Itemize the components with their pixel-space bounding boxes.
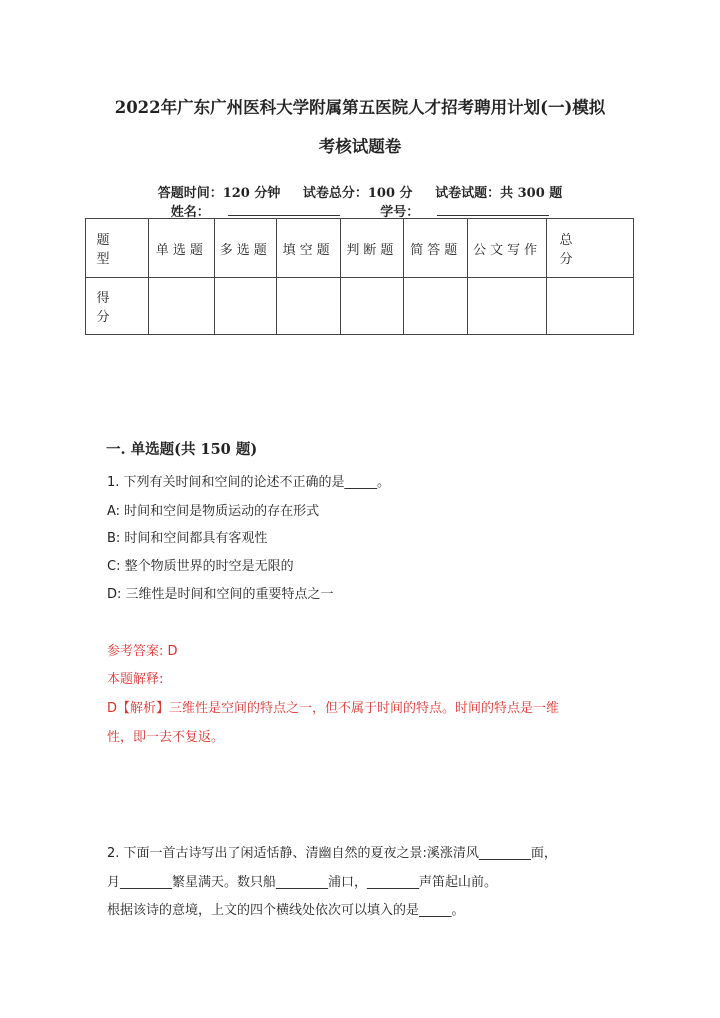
header-cell-single-choice: 单选题 bbox=[148, 219, 214, 278]
score-cell bbox=[404, 278, 468, 335]
header-cell-writing: 公文写作 bbox=[468, 219, 547, 278]
header-cell-fill-blank: 填空题 bbox=[276, 219, 340, 278]
score-row-label: 得 分 bbox=[86, 278, 149, 335]
question-1-option-d: D: 三维性是时间和空间的重要特点之一 bbox=[107, 587, 334, 602]
name-label: 姓名： bbox=[170, 205, 210, 220]
name-blank bbox=[228, 204, 340, 216]
score-table-score-row bbox=[86, 278, 634, 335]
question-1-answer: 参考答案: D bbox=[107, 644, 178, 659]
id-label: 学号： bbox=[380, 205, 420, 220]
document-title: 2022年广东广州医科大学附属第五医院人才招考聘用计划(一)模拟 bbox=[114, 98, 606, 117]
question-2-line2: 月________繁星满天。数只船________浦口，________声笛起山前。 bbox=[107, 875, 498, 890]
question-1-explain-label: 本题解释: bbox=[107, 672, 164, 687]
question-1-explain-line1: D【解析】三维性是空间的特点之一，但不属于时间的特点。时间的特点是一维 bbox=[107, 701, 560, 716]
question-2-line3: 根据该诗的意境，上文的四个横线处依次可以填入的是_____。 bbox=[107, 903, 465, 918]
score-cell bbox=[468, 278, 547, 335]
score-cell bbox=[214, 278, 276, 335]
header-cell-total: 总 分 bbox=[547, 219, 634, 278]
question-1-option-b: B: 时间和空间都具有客观性 bbox=[107, 531, 268, 546]
exam-time: 答题时间：120 分钟 bbox=[157, 186, 281, 201]
header-cell-short-answer: 简答题 bbox=[404, 219, 468, 278]
exam-question-count: 试卷试题：共 300 题 bbox=[435, 186, 563, 201]
question-1-explain-line2: 性，即一去不复返。 bbox=[107, 730, 225, 745]
score-cell bbox=[276, 278, 340, 335]
section-title: 一. 单选题(共 150 题) bbox=[106, 441, 258, 458]
exam-meta bbox=[0, 182, 720, 201]
exam-total-score: 试卷总分：100 分 bbox=[302, 186, 413, 201]
question-1-stem: 1. 下列有关时间和空间的论述不正确的是_____。 bbox=[107, 475, 391, 490]
score-cell bbox=[340, 278, 404, 335]
score-table-header-row bbox=[86, 219, 634, 278]
score-cell bbox=[547, 278, 634, 335]
question-2-line1: 2. 下面一首古诗写出了闲适恬静、清幽自然的夏夜之景:溪涨清风________面， bbox=[107, 846, 557, 861]
id-blank bbox=[437, 204, 549, 216]
score-cell bbox=[148, 278, 214, 335]
question-1-option-c: C: 整个物质世界的时空是无限的 bbox=[107, 559, 294, 574]
score-table bbox=[85, 218, 634, 335]
question-1-option-a: A: 时间和空间是物质运动的存在形式 bbox=[107, 504, 320, 519]
header-cell-multi-choice: 多选题 bbox=[214, 219, 276, 278]
header-cell-type: 题 型 bbox=[86, 219, 149, 278]
document-subtitle: 考核试题卷 bbox=[318, 137, 402, 156]
header-cell-true-false: 判断题 bbox=[340, 219, 404, 278]
